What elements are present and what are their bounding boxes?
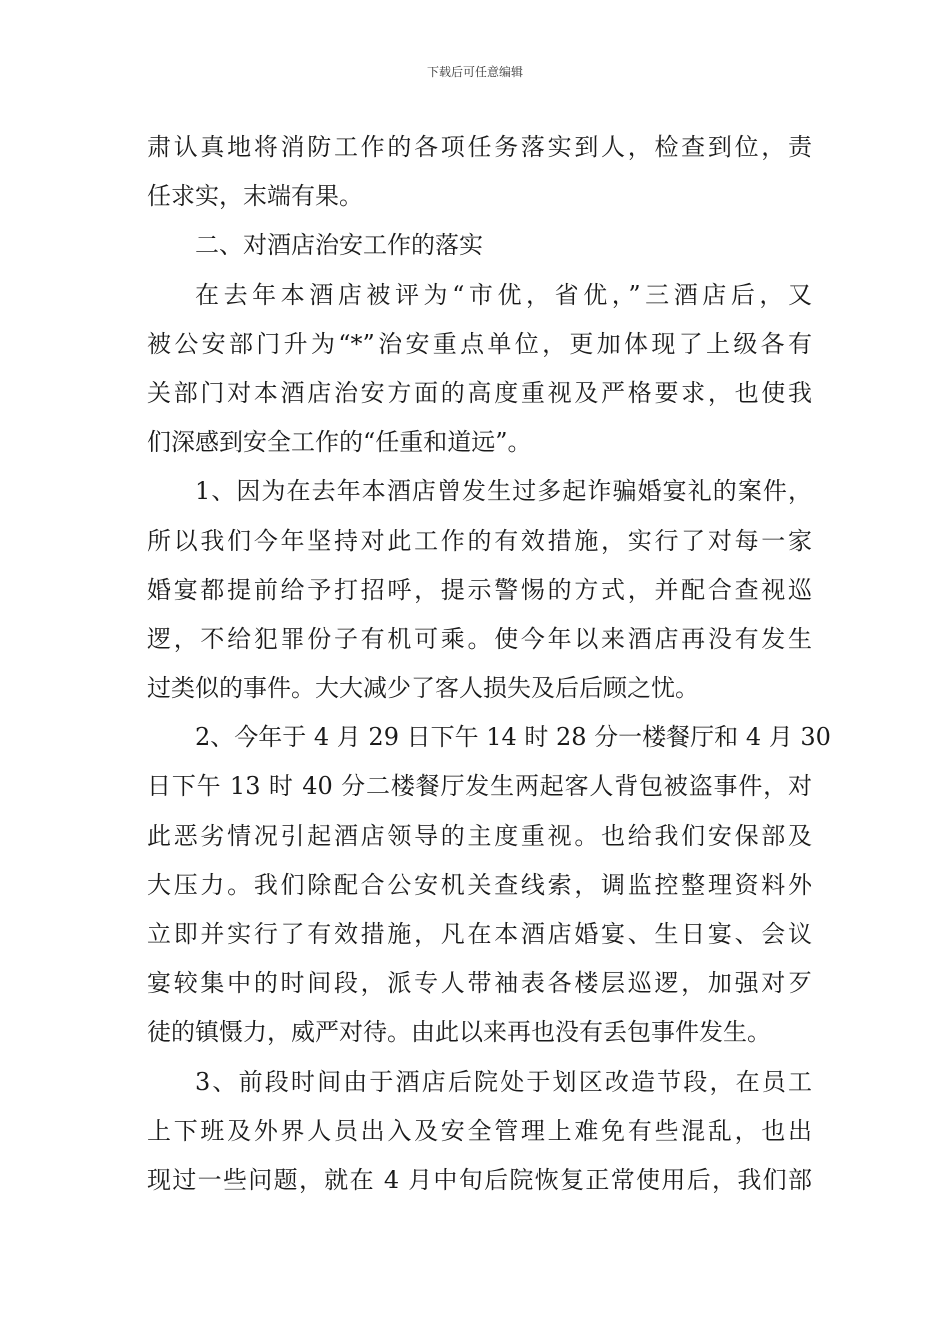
text-line: 徒的镇慑力，威严对待。由此以来再也没有丢包事件发生。 <box>147 1018 771 1047</box>
text-line: 上下班及外界人员出入及安全管理上难免有些混乱，也出 <box>147 1116 812 1145</box>
text-line: 现过一些问题，就在 4 月中旬后院恢复正常使用后，我们部 <box>147 1165 812 1194</box>
document-body <box>147 123 831 1205</box>
text-line: 任求实，末端有果。 <box>147 182 363 211</box>
text-line: 婚宴都提前给予打招呼，提示警惕的方式，并配合查视巡 <box>147 575 812 604</box>
text-line: 在去年本酒店被评为“市优，省优，”三酒店后，又 <box>195 280 812 309</box>
text-line: 逻，不给犯罪份子有机可乘。使今年以来酒店再没有发生 <box>147 624 812 653</box>
text-line: 1、因为在去年本酒店曾发生过多起诈骗婚宴礼的案件， <box>195 477 812 506</box>
text-line: 2、今年于 4 月 29 日下午 14 时 28 分一楼餐厅和 4 月 30 <box>195 723 831 752</box>
text-line: 所以我们今年坚持对此工作的有效措施，实行了对每一家 <box>147 526 812 555</box>
text-line: 过类似的事件。大大减少了客人损失及后后顾之忧。 <box>147 674 699 703</box>
text-line: 们深感到安全工作的“任重和道远”。 <box>147 428 532 457</box>
text-line: 日下午 13 时 40 分二楼餐厅发生两起客人背包被盗事件，对 <box>147 772 812 801</box>
text-line: 被公安部门升为“*”治安重点单位，更加体现了上级各有 <box>147 329 812 358</box>
text-line: 立即并实行了有效措施，凡在本酒店婚宴、生日宴、会议 <box>147 920 812 948</box>
text-line: 宴较集中的时间段，派专人带袖表各楼层巡逻，加强对歹 <box>147 969 812 998</box>
section-heading: 二、对酒店治安工作的落实 <box>195 231 483 260</box>
text-line: 肃认真地将消防工作的各项任务落实到人，检查到位，责 <box>147 133 812 161</box>
text-line: 关部门对本酒店治安方面的高度重视及严格要求，也使我 <box>147 378 812 407</box>
text-line: 此恶劣情况引起酒店领导的主度重视。也给我们安保部及 <box>147 821 812 850</box>
page-header: 下载后可任意编辑 <box>426 65 523 79</box>
text-line: 大压力。我们除配合公安机关查线索，调监控整理资料外 <box>147 870 812 899</box>
text-line: 3、前段时间由于酒店后院处于划区改造节段，在员工 <box>195 1067 812 1096</box>
